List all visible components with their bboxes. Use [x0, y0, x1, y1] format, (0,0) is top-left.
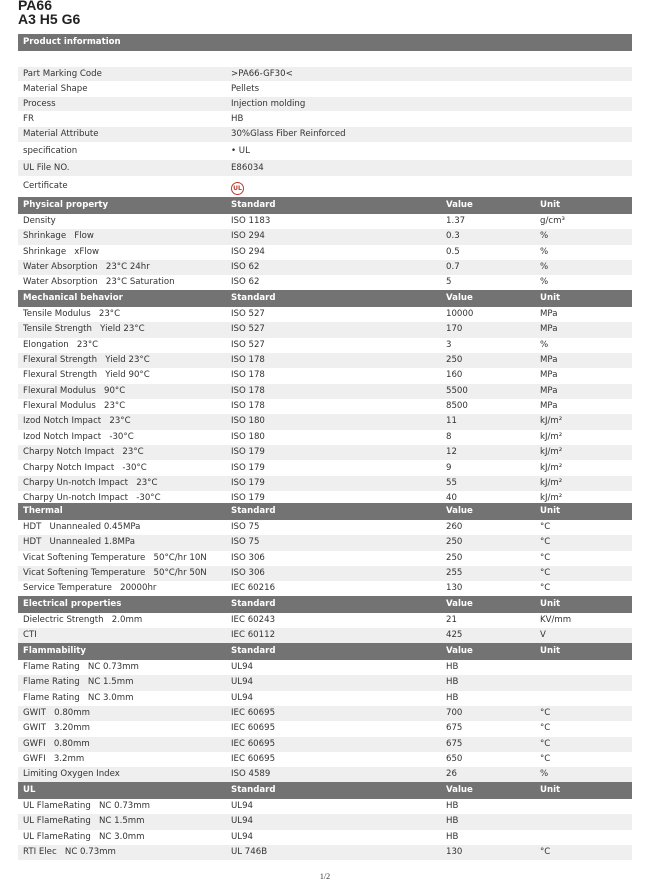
table-row	[18, 275, 632, 290]
test-standard: ISO 179	[231, 447, 265, 458]
section-header-product-information	[18, 34, 632, 51]
property-name: Water Absorption 23°C Saturation	[23, 277, 175, 288]
property-name: Izod Notch Impact -30°C	[23, 431, 134, 442]
property-unit: °C	[540, 583, 551, 594]
property-value: HB	[446, 662, 459, 672]
property-unit: °C	[540, 708, 551, 719]
table-row	[18, 384, 632, 399]
property-unit: MPa	[540, 401, 558, 412]
property-name: Flexural Strength Yield 23°C	[23, 355, 150, 366]
test-standard: UL94	[231, 801, 254, 811]
column-header-unit: Unit	[540, 506, 561, 516]
title-line2: A3 H5 G6	[18, 11, 81, 27]
column-header-unit: Unit	[540, 599, 561, 609]
test-standard: UL94	[231, 692, 254, 703]
section-header	[18, 197, 632, 214]
table-row	[18, 581, 632, 596]
property-unit: %	[540, 339, 549, 350]
property-name: Flexural Modulus 23°C	[23, 401, 126, 412]
table-row	[18, 399, 632, 414]
property-value: 8	[446, 431, 452, 442]
property-value: 0.7	[446, 262, 460, 273]
test-standard: ISO 178	[231, 370, 265, 381]
info-row	[18, 82, 632, 96]
info-label: Process	[23, 99, 56, 109]
info-value: HB	[231, 114, 244, 124]
property-unit: %	[540, 262, 549, 273]
property-unit: °C	[540, 723, 551, 734]
property-value: HB	[446, 677, 459, 688]
table-row	[18, 322, 632, 337]
section-header	[18, 596, 632, 613]
test-standard: ISO 4589	[231, 769, 271, 780]
test-standard: UL 746B	[231, 847, 268, 858]
property-value: 12	[446, 447, 457, 458]
property-unit: kJ/m²	[540, 431, 563, 442]
property-value: 0.3	[446, 231, 460, 242]
property-value: 250	[446, 552, 463, 563]
page-number: 1/2	[319, 872, 331, 881]
table-row	[18, 245, 632, 260]
property-name: Elongation 23°C	[23, 339, 99, 350]
info-value: E86034	[231, 163, 264, 173]
property-unit: MPa	[540, 355, 558, 366]
test-standard: ISO 306	[231, 552, 265, 563]
test-standard: UL94	[231, 816, 254, 827]
column-header-standard: Standard	[231, 506, 276, 516]
section-title: Electrical properties	[23, 599, 122, 609]
info-value: Pellets	[231, 84, 260, 94]
table-row	[18, 706, 632, 721]
property-unit: °C	[540, 537, 551, 548]
info-label: Certificate	[23, 181, 68, 191]
property-name: Charpy Un-notch Impact 23°C	[23, 477, 158, 488]
test-standard: ISO 178	[231, 401, 265, 412]
property-name: Flexural Strength Yield 90°C	[23, 370, 150, 381]
property-unit: MPa	[540, 324, 558, 335]
property-value: 250	[446, 355, 463, 366]
property-value: 260	[446, 522, 463, 532]
property-value: 675	[446, 738, 463, 749]
table-row	[18, 307, 632, 322]
property-name: Charpy Notch Impact 23°C	[23, 447, 144, 458]
test-standard: UL94	[231, 677, 254, 688]
test-standard: ISO 178	[231, 355, 265, 366]
column-header-standard: Standard	[231, 785, 276, 795]
table-row	[18, 767, 632, 782]
info-row	[18, 67, 632, 81]
info-row	[18, 177, 632, 195]
property-value: HB	[446, 816, 459, 827]
property-name: Tensile Strength Yield 23°C	[23, 324, 145, 335]
info-row	[18, 160, 632, 176]
table-row	[18, 338, 632, 353]
test-standard: IEC 60695	[231, 723, 276, 734]
property-value: 1.37	[446, 216, 466, 226]
property-value: 160	[446, 370, 463, 381]
table-row	[18, 520, 632, 535]
table-row	[18, 814, 632, 829]
property-name: Limiting Oxygen Index	[23, 769, 120, 780]
info-row	[18, 97, 632, 111]
table-row	[18, 353, 632, 368]
table-row	[18, 628, 632, 643]
table-row	[18, 721, 632, 736]
test-standard: IEC 60243	[231, 615, 276, 625]
info-label: UL File NO.	[23, 163, 70, 173]
property-unit: kJ/m²	[540, 447, 563, 458]
property-value: 255	[446, 568, 463, 579]
property-unit: MPa	[540, 309, 558, 319]
column-header-value: Value	[446, 785, 473, 795]
property-value: 425	[446, 630, 463, 641]
property-value: 5	[446, 277, 452, 288]
table-row	[18, 551, 632, 566]
test-standard: IEC 60695	[231, 738, 276, 749]
info-row	[18, 112, 632, 126]
property-value: 9	[446, 462, 452, 473]
property-unit: °C	[540, 522, 551, 532]
property-value: 0.5	[446, 246, 460, 257]
property-value: 5500	[446, 385, 468, 396]
column-header-value: Value	[446, 200, 473, 210]
column-header-value: Value	[446, 599, 473, 609]
table-row	[18, 737, 632, 752]
property-name: Flame Rating NC 1.5mm	[23, 677, 134, 688]
table-row	[18, 476, 632, 491]
test-standard: ISO 180	[231, 431, 265, 442]
section-title: Product information	[23, 37, 121, 47]
test-standard: ISO 75	[231, 522, 260, 532]
column-header-standard: Standard	[231, 293, 276, 303]
info-label: Part Marking Code	[23, 69, 102, 79]
table-row	[18, 260, 632, 275]
test-standard: ISO 62	[231, 262, 260, 273]
property-value: HB	[446, 692, 459, 703]
test-standard: ISO 527	[231, 339, 265, 350]
property-name: Izod Notch Impact 23°C	[23, 416, 131, 427]
info-label: Material Attribute	[23, 129, 99, 139]
property-name: Flexural Modulus 90°C	[23, 385, 126, 396]
property-name: Dielectric Strength 2.0mm	[23, 615, 143, 625]
test-standard: ISO 178	[231, 385, 265, 396]
column-header-standard: Standard	[231, 200, 276, 210]
title-line1: PA66	[18, 0, 52, 13]
property-unit: g/cm³	[540, 216, 565, 226]
property-unit: %	[540, 277, 549, 288]
property-name: RTI Elec NC 0.73mm	[23, 847, 116, 858]
test-standard: IEC 60216	[231, 583, 276, 594]
test-standard: ISO 306	[231, 568, 265, 579]
property-name: Density	[23, 216, 56, 226]
property-value: 40	[446, 493, 457, 504]
test-standard: ISO 75	[231, 537, 260, 548]
info-label: Material Shape	[23, 84, 88, 94]
test-standard: ISO 294	[231, 231, 265, 242]
property-name: Vicat Softening Temperature 50°C/hr 10N	[23, 552, 207, 563]
property-name: Water Absorption 23°C 24hr	[23, 262, 150, 273]
property-name: Flame Rating NC 0.73mm	[23, 662, 139, 672]
property-value: 170	[446, 324, 463, 335]
property-value: 130	[446, 583, 463, 594]
column-header-value: Value	[446, 293, 473, 303]
info-value: 30%Glass Fiber Reinforced	[231, 129, 346, 139]
table-row	[18, 613, 632, 628]
property-value: 250	[446, 537, 463, 548]
table-row	[18, 445, 632, 460]
property-name: GWFI 3.2mm	[23, 754, 85, 765]
property-unit: kJ/m²	[540, 462, 563, 473]
property-name: GWFI 0.80mm	[23, 738, 90, 749]
property-value: 650	[446, 754, 463, 765]
table-row	[18, 214, 632, 229]
test-standard: ISO 527	[231, 309, 265, 319]
table-row	[18, 660, 632, 675]
property-value: 11	[446, 416, 457, 427]
property-unit: °C	[540, 754, 551, 765]
property-unit: °C	[540, 568, 551, 579]
property-unit: V	[540, 630, 546, 641]
section-title: Flammability	[23, 646, 87, 656]
table-row	[18, 414, 632, 429]
test-standard: IEC 60112	[231, 630, 276, 641]
property-name: GWIT 3.20mm	[23, 723, 91, 734]
table-row	[18, 830, 632, 845]
property-unit: MPa	[540, 370, 558, 381]
property-unit: °C	[540, 552, 551, 563]
test-standard: ISO 527	[231, 324, 265, 335]
property-value: 700	[446, 708, 463, 719]
property-unit: kJ/m²	[540, 477, 563, 488]
property-name: UL FlameRating NC 1.5mm	[23, 816, 145, 827]
test-standard: ISO 180	[231, 416, 265, 427]
section-header	[18, 782, 632, 799]
info-label: FR	[23, 114, 34, 124]
property-name: UL FlameRating NC 3.0mm	[23, 831, 145, 842]
property-value: 675	[446, 723, 463, 734]
property-value: 8500	[446, 401, 468, 412]
test-standard: UL94	[231, 662, 254, 672]
info-value: • UL	[231, 146, 250, 156]
column-header-unit: Unit	[540, 646, 561, 656]
ul-certificate-icon	[231, 177, 244, 195]
property-name: UL FlameRating NC 0.73mm	[23, 801, 151, 811]
property-value: 26	[446, 769, 457, 780]
table-row	[18, 566, 632, 581]
property-name: GWIT 0.80mm	[23, 708, 91, 719]
property-name: HDT Unannealed 1.8MPa	[23, 537, 135, 548]
table-row	[18, 535, 632, 550]
property-unit: KV/mm	[540, 615, 572, 625]
property-unit: °C	[540, 847, 551, 858]
column-header-standard: Standard	[231, 599, 276, 609]
column-header-standard: Standard	[231, 646, 276, 656]
property-value: HB	[446, 801, 459, 811]
test-standard: ISO 179	[231, 462, 265, 473]
property-unit: kJ/m²	[540, 493, 563, 504]
table-row	[18, 461, 632, 476]
section-header	[18, 643, 632, 660]
property-unit: °C	[540, 738, 551, 749]
property-name: Shrinkage Flow	[23, 231, 94, 242]
test-standard: ISO 1183	[231, 216, 271, 226]
table-row	[18, 845, 632, 860]
property-unit: %	[540, 769, 549, 780]
column-header-unit: Unit	[540, 200, 561, 210]
property-name: Charpy Un-notch Impact -30°C	[23, 493, 161, 504]
section-title: Thermal	[23, 506, 63, 516]
property-value: HB	[446, 831, 459, 842]
info-row	[18, 143, 632, 159]
property-value: 130	[446, 847, 463, 858]
info-value: >PA66-GF30<	[231, 69, 293, 79]
column-header-unit: Unit	[540, 293, 561, 303]
property-name: Charpy Notch Impact -30°C	[23, 462, 147, 473]
section-header	[18, 503, 632, 520]
property-name: HDT Unannealed 0.45MPa	[23, 522, 141, 532]
property-value: 55	[446, 477, 457, 488]
column-header-value: Value	[446, 506, 473, 516]
info-value: Injection molding	[231, 99, 306, 109]
section-title: Mechanical behavior	[23, 293, 123, 303]
test-standard: ISO 62	[231, 277, 260, 288]
test-standard: IEC 60695	[231, 708, 276, 719]
table-row	[18, 799, 632, 814]
ul-logo-icon: UL	[231, 182, 244, 195]
column-header-value: Value	[446, 646, 473, 656]
property-unit: %	[540, 246, 549, 257]
test-standard: UL94	[231, 831, 254, 842]
info-label: specification	[23, 146, 78, 156]
column-header-unit: Unit	[540, 785, 561, 795]
section-title: UL	[23, 785, 36, 795]
property-name: Flame Rating NC 3.0mm	[23, 692, 134, 703]
table-row	[18, 229, 632, 244]
test-standard: ISO 294	[231, 246, 265, 257]
section-title: Physical property	[23, 200, 109, 210]
property-unit: kJ/m²	[540, 416, 563, 427]
info-row	[18, 127, 632, 142]
property-name: Tensile Modulus 23°C	[23, 309, 121, 319]
table-row	[18, 752, 632, 767]
table-row	[18, 368, 632, 383]
property-name: Shrinkage xFlow	[23, 246, 100, 257]
section-header	[18, 290, 632, 307]
property-unit: %	[540, 231, 549, 242]
property-value: 10000	[446, 309, 474, 319]
test-standard: IEC 60695	[231, 754, 276, 765]
property-value: 3	[446, 339, 452, 350]
document-title	[18, 0, 80, 26]
property-name: Service Temperature 20000hr	[23, 583, 157, 594]
table-row	[18, 430, 632, 445]
test-standard: ISO 179	[231, 493, 265, 504]
property-name: Vicat Softening Temperature 50°C/hr 50N	[23, 568, 207, 579]
table-row	[18, 691, 632, 706]
table-row	[18, 675, 632, 690]
property-value: 21	[446, 615, 457, 625]
property-name: CTI	[23, 630, 37, 641]
test-standard: ISO 179	[231, 477, 265, 488]
property-unit: MPa	[540, 385, 558, 396]
